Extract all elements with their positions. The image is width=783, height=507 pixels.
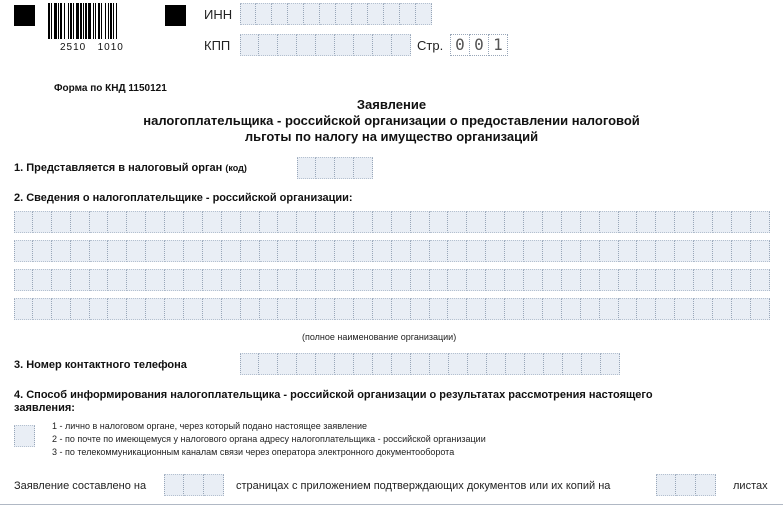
input-cell: [411, 353, 430, 375]
input-cell: [430, 211, 449, 233]
input-cell: [543, 240, 562, 262]
input-cell: [354, 157, 373, 179]
input-cell: [524, 269, 543, 291]
input-cell: [127, 211, 146, 233]
input-cell: [297, 298, 316, 320]
option-3: 3 - по телекоммуникационным каналам связи через оператора электронного документооборота: [52, 447, 455, 457]
input-cell: [713, 211, 732, 233]
input-cell: [90, 240, 109, 262]
input-cell: [127, 269, 146, 291]
input-cell: [260, 269, 279, 291]
input-cell: [127, 298, 146, 320]
input-cell: [373, 34, 392, 56]
input-cell: [52, 211, 71, 233]
input-cell: [33, 269, 52, 291]
input-cell: [676, 474, 696, 496]
input-cell: [619, 240, 638, 262]
notification-method-field[interactable]: [14, 425, 35, 447]
input-cell: [304, 3, 320, 25]
input-cell: [694, 269, 713, 291]
barcode-bar: [117, 3, 120, 39]
input-cell: [543, 298, 562, 320]
input-cell: [751, 269, 770, 291]
input-cell: [316, 298, 335, 320]
input-cell: [448, 211, 467, 233]
section-1-label: [14, 162, 247, 174]
footer-prefix: Заявление составлено на: [14, 480, 147, 492]
title-line-1: Заявление: [356, 97, 427, 112]
input-cell: [430, 240, 449, 262]
input-cell: [52, 240, 71, 262]
input-cell: [33, 298, 52, 320]
input-cell: [392, 269, 411, 291]
input-cell: [675, 211, 694, 233]
input-cell: [184, 298, 203, 320]
footer-middle: страницах с приложением подтверждающих документов или их копий на: [236, 480, 611, 492]
input-cell: [146, 240, 165, 262]
sheets-count-field[interactable]: [656, 474, 716, 496]
input-cell: [335, 298, 354, 320]
organization-name-row: [14, 269, 770, 291]
input-cell: [373, 240, 392, 262]
input-cell: [582, 353, 601, 375]
input-cell: [241, 240, 260, 262]
input-cell: [335, 240, 354, 262]
input-cell: [392, 240, 411, 262]
input-cell: [184, 240, 203, 262]
input-cell: [241, 298, 260, 320]
input-cell: [505, 269, 524, 291]
input-cell: [392, 353, 411, 375]
section-1-text: 1. Представляется в налоговый орган: [14, 162, 223, 174]
input-cell: [581, 298, 600, 320]
input-cell: [33, 211, 52, 233]
input-cell: [354, 211, 373, 233]
input-cell: [335, 34, 354, 56]
input-cell: [400, 3, 416, 25]
input-cell: [90, 298, 109, 320]
input-cell: [713, 298, 732, 320]
input-cell: [505, 240, 524, 262]
input-cell: [713, 269, 732, 291]
input-cell: [486, 269, 505, 291]
input-cell: [373, 211, 392, 233]
input-cell: [316, 211, 335, 233]
input-cell: [619, 211, 638, 233]
input-cell: [256, 3, 272, 25]
tax-office-code-field[interactable]: [297, 157, 373, 179]
page-label: Стр.: [417, 38, 444, 53]
input-cell: [52, 269, 71, 291]
input-cell: [411, 240, 430, 262]
notification-options: [52, 420, 486, 459]
title-line-3: льготы по налогу на имущество организаций: [244, 129, 539, 144]
input-cell: [581, 240, 600, 262]
input-cell: [448, 298, 467, 320]
input-cell: [165, 240, 184, 262]
input-cell: [335, 269, 354, 291]
input-cell: [108, 240, 127, 262]
option-2: 2 - по почте по имеющемуся у налогового органа адресу налогоплательщика - российской организации: [52, 434, 486, 444]
input-cell: [14, 240, 33, 262]
input-cell: [563, 353, 582, 375]
input-cell: [637, 211, 656, 233]
input-cell: [732, 269, 751, 291]
input-cell: [525, 353, 544, 375]
input-cell: [751, 211, 770, 233]
input-cell: [320, 3, 336, 25]
input-cell: [486, 211, 505, 233]
input-cell: [392, 211, 411, 233]
input-cell: [656, 298, 675, 320]
input-cell: [524, 298, 543, 320]
input-cell: [222, 298, 241, 320]
page-title: [0, 97, 783, 145]
input-cell: [656, 474, 676, 496]
input-cell: [467, 211, 486, 233]
input-cell: [146, 211, 165, 233]
input-cell: [354, 34, 373, 56]
input-cell: [392, 34, 411, 56]
input-cell: [411, 269, 430, 291]
input-cell: [656, 240, 675, 262]
input-cell: [316, 157, 335, 179]
input-cell: [637, 269, 656, 291]
input-cell: [416, 3, 432, 25]
input-cell: [467, 298, 486, 320]
input-cell: [505, 298, 524, 320]
input-cell: [694, 298, 713, 320]
input-cell: [52, 298, 71, 320]
input-cell: [71, 211, 90, 233]
input-cell: [240, 3, 256, 25]
input-cell: [297, 269, 316, 291]
input-cell: [203, 211, 222, 233]
input-cell: [524, 240, 543, 262]
input-cell: [486, 298, 505, 320]
input-cell: [696, 474, 716, 496]
section-4-label: [14, 389, 653, 415]
footer-suffix: листах: [733, 480, 768, 492]
input-cell: [278, 240, 297, 262]
input-cell: [430, 298, 449, 320]
corner-marker-left: [14, 5, 35, 26]
input-cell: [751, 240, 770, 262]
input-cell: [656, 269, 675, 291]
input-cell: [600, 240, 619, 262]
corner-marker-right: [165, 5, 186, 26]
page-digit-2: 0: [469, 34, 489, 56]
organization-name-row: [14, 298, 770, 320]
page-digit-1: 0: [450, 34, 470, 56]
inn-label: ИНН: [204, 7, 233, 22]
input-cell: [430, 353, 449, 375]
input-cell: [316, 269, 335, 291]
input-cell: [600, 211, 619, 233]
input-cell: [562, 240, 581, 262]
input-cell: [71, 240, 90, 262]
organization-name-field[interactable]: [14, 211, 770, 327]
input-cell: [384, 3, 400, 25]
input-cell: [637, 240, 656, 262]
input-cell: [352, 3, 368, 25]
input-cell: [241, 269, 260, 291]
input-cell: [165, 298, 184, 320]
input-cell: [335, 157, 354, 179]
input-cell: [204, 474, 224, 496]
input-cell: [524, 211, 543, 233]
section-2-label: 2. Сведения о налогоплательщике - российской организации:: [14, 192, 353, 204]
input-cell: [694, 240, 713, 262]
input-cell: [411, 211, 430, 233]
section-3-label: 3. Номер контактного телефона: [14, 359, 187, 371]
input-cell: [411, 298, 430, 320]
input-cell: [260, 211, 279, 233]
input-cell: [297, 211, 316, 233]
input-cell: [297, 157, 316, 179]
input-cell: [260, 298, 279, 320]
input-cell: [184, 269, 203, 291]
input-cell: [203, 298, 222, 320]
input-cell: [14, 211, 33, 233]
input-cell: [14, 298, 33, 320]
input-cell: [146, 269, 165, 291]
input-cell: [430, 269, 449, 291]
input-cell: [675, 269, 694, 291]
input-cell: [222, 240, 241, 262]
input-cell: [278, 353, 297, 375]
section-1-code-note: (код): [225, 163, 247, 173]
inn-field[interactable]: [240, 3, 432, 25]
input-cell: [259, 34, 278, 56]
input-cell: [272, 3, 288, 25]
input-cell: [619, 269, 638, 291]
phone-field[interactable]: [240, 353, 620, 375]
barcode-digits: 2510 1010: [60, 42, 124, 53]
input-cell: [184, 211, 203, 233]
input-cell: [259, 353, 278, 375]
input-cell: [165, 269, 184, 291]
input-cell: [449, 353, 468, 375]
organization-name-row: [14, 211, 770, 233]
input-cell: [297, 240, 316, 262]
input-cell: [278, 298, 297, 320]
input-cell: [90, 269, 109, 291]
input-cell: [562, 269, 581, 291]
input-cell: [316, 34, 335, 56]
input-cell: [694, 211, 713, 233]
input-cell: [732, 240, 751, 262]
input-cell: [335, 211, 354, 233]
bottom-divider: [0, 504, 783, 505]
input-cell: [108, 298, 127, 320]
input-cell: [368, 3, 384, 25]
input-cell: [165, 211, 184, 233]
input-cell: [335, 353, 354, 375]
pages-count-field[interactable]: [164, 474, 224, 496]
input-cell: [14, 269, 33, 291]
page-number-field[interactable]: [450, 34, 507, 56]
input-cell: [33, 240, 52, 262]
section-4-line-1: 4. Способ информирования налогоплательщика - российской организации о результатах рассмотрения настоящего: [14, 389, 653, 401]
input-cell: [732, 211, 751, 233]
input-cell: [468, 353, 487, 375]
title-line-2: налогоплательщика - российской организации о предоставлении налоговой: [143, 113, 640, 128]
input-cell: [354, 353, 373, 375]
input-cell: [240, 34, 259, 56]
input-cell: [288, 3, 304, 25]
input-cell: [316, 240, 335, 262]
input-cell: [278, 269, 297, 291]
input-cell: [506, 353, 525, 375]
input-cell: [354, 269, 373, 291]
input-cell: [203, 269, 222, 291]
input-cell: [601, 353, 620, 375]
input-cell: [127, 240, 146, 262]
input-cell: [543, 211, 562, 233]
input-cell: [260, 240, 279, 262]
kpp-field[interactable]: [240, 34, 411, 56]
input-cell: [467, 269, 486, 291]
input-cell: [505, 211, 524, 233]
input-cell: [486, 240, 505, 262]
input-cell: [297, 353, 316, 375]
input-cell: [108, 269, 127, 291]
input-cell: [278, 211, 297, 233]
kpp-label: КПП: [204, 38, 231, 53]
input-cell: [675, 298, 694, 320]
input-cell: [184, 474, 204, 496]
input-cell: [373, 353, 392, 375]
input-cell: [656, 211, 675, 233]
input-cell: [222, 211, 241, 233]
input-cell: [71, 298, 90, 320]
input-cell: [354, 240, 373, 262]
organization-name-row: [14, 240, 770, 262]
input-cell: [203, 240, 222, 262]
input-cell: [373, 269, 392, 291]
input-cell: [373, 298, 392, 320]
barcode-icon: [48, 3, 120, 39]
input-cell: [108, 211, 127, 233]
input-cell: [240, 353, 259, 375]
input-cell: [241, 211, 260, 233]
input-cell: [732, 298, 751, 320]
organization-name-caption: (полное наименование организации): [302, 332, 457, 342]
input-cell: [544, 353, 563, 375]
input-cell: [751, 298, 770, 320]
input-cell: [448, 240, 467, 262]
input-cell: [562, 211, 581, 233]
input-cell: [543, 269, 562, 291]
input-cell: [581, 269, 600, 291]
input-cell: [354, 298, 373, 320]
input-cell: [713, 240, 732, 262]
option-1: 1 - лично в налоговом органе, через который подано настоящее заявление: [52, 421, 368, 431]
input-cell: [316, 353, 335, 375]
input-cell: [222, 269, 241, 291]
input-cell: [71, 269, 90, 291]
input-cell: [581, 211, 600, 233]
input-cell: [336, 3, 352, 25]
input-cell: [600, 298, 619, 320]
input-cell: [278, 34, 297, 56]
input-cell: [619, 298, 638, 320]
input-cell: [90, 211, 109, 233]
input-cell: [297, 34, 316, 56]
form-code: Форма по КНД 1150121: [54, 83, 167, 94]
input-cell: [467, 240, 486, 262]
input-cell: [562, 298, 581, 320]
input-cell: [392, 298, 411, 320]
input-cell: [487, 353, 506, 375]
page-digit-3: 1: [488, 34, 508, 56]
input-cell: [146, 298, 165, 320]
input-cell: [448, 269, 467, 291]
input-cell: [637, 298, 656, 320]
input-cell: [600, 269, 619, 291]
input-cell: [164, 474, 184, 496]
section-4-line-2: заявления:: [14, 402, 75, 414]
input-cell: [675, 240, 694, 262]
